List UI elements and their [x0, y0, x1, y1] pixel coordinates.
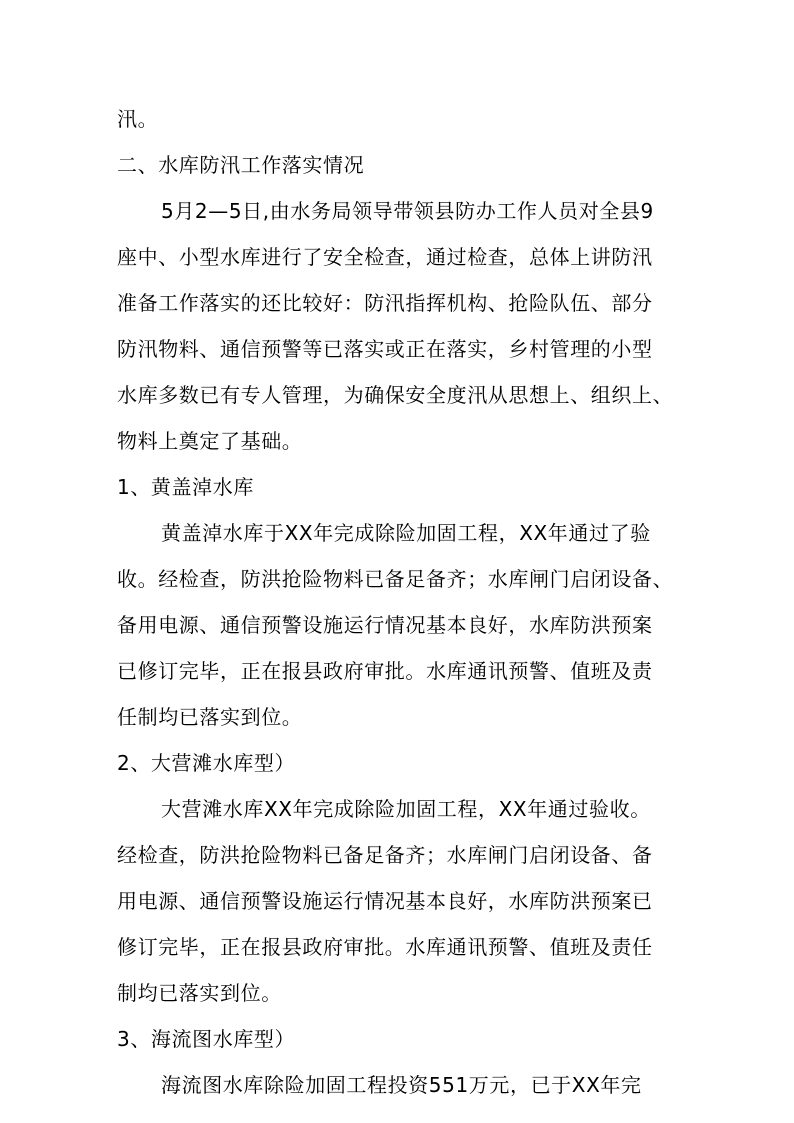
- body-text-line: 备用电源、通信预警设施运行情况基本良好，水库防洪预案: [117, 613, 653, 637]
- body-text-line: 准备工作落实的还比较好：防汛指挥机构、抢险队伍、部分: [117, 291, 653, 315]
- body-text-line: 制均已落实到位。: [117, 981, 282, 1005]
- body-text-line: 5月2—5日,由水务局领导带领县防办工作人员对全县9: [161, 199, 654, 223]
- body-text-line: 大营滩水库XX年完成除险加固工程，XX年通过验收。: [161, 797, 651, 821]
- body-text-line: 黄盖淖水库于XX年完成除险加固工程，XX年通过了验: [161, 521, 651, 545]
- body-text-line: 防汛物料、通信预警等已落实或正在落实，乡村管理的小型: [117, 337, 653, 361]
- body-text-line: 海流图水库除险加固工程投资551万元，已于XX年完: [161, 1073, 642, 1097]
- subsection-heading: 1、黄盖淖水库: [117, 475, 254, 499]
- subsection-heading: 2、大营滩水库型）: [117, 751, 296, 775]
- body-text-line: 修订完毕，正在报县政府审批。水库通讯预警、值班及责任: [117, 935, 653, 959]
- body-text-line: 水库多数已有专人管理，为确保安全度汛从思想上、组织上、: [117, 383, 674, 407]
- body-text-line: 任制均已落实到位。: [117, 705, 303, 729]
- subsection-heading: 3、海流图水库型）: [117, 1027, 296, 1051]
- document-page: [117, 96, 679, 1108]
- body-text-line: 收。经检查，防洪抢险物料已备足备齐；水库闸门启闭设备、: [117, 567, 674, 591]
- section-heading: 二、水库防汛工作落实情况: [117, 153, 365, 177]
- body-text-line: 经检查，防洪抢险物料已备足备齐；水库闸门启闭设备、备: [117, 843, 653, 867]
- body-text-line: 汛。: [117, 107, 159, 131]
- body-text-line: 物料上奠定了基础。: [117, 429, 303, 453]
- body-text-line: 座中、小型水库进行了安全检查，通过检查，总体上讲防汛: [117, 245, 653, 269]
- body-text-line: 已修订完毕，正在报县政府审批。水库通讯预警、值班及责: [117, 659, 653, 683]
- body-text-line: 用电源、通信预警设施运行情况基本良好，水库防洪预案已: [117, 889, 653, 913]
